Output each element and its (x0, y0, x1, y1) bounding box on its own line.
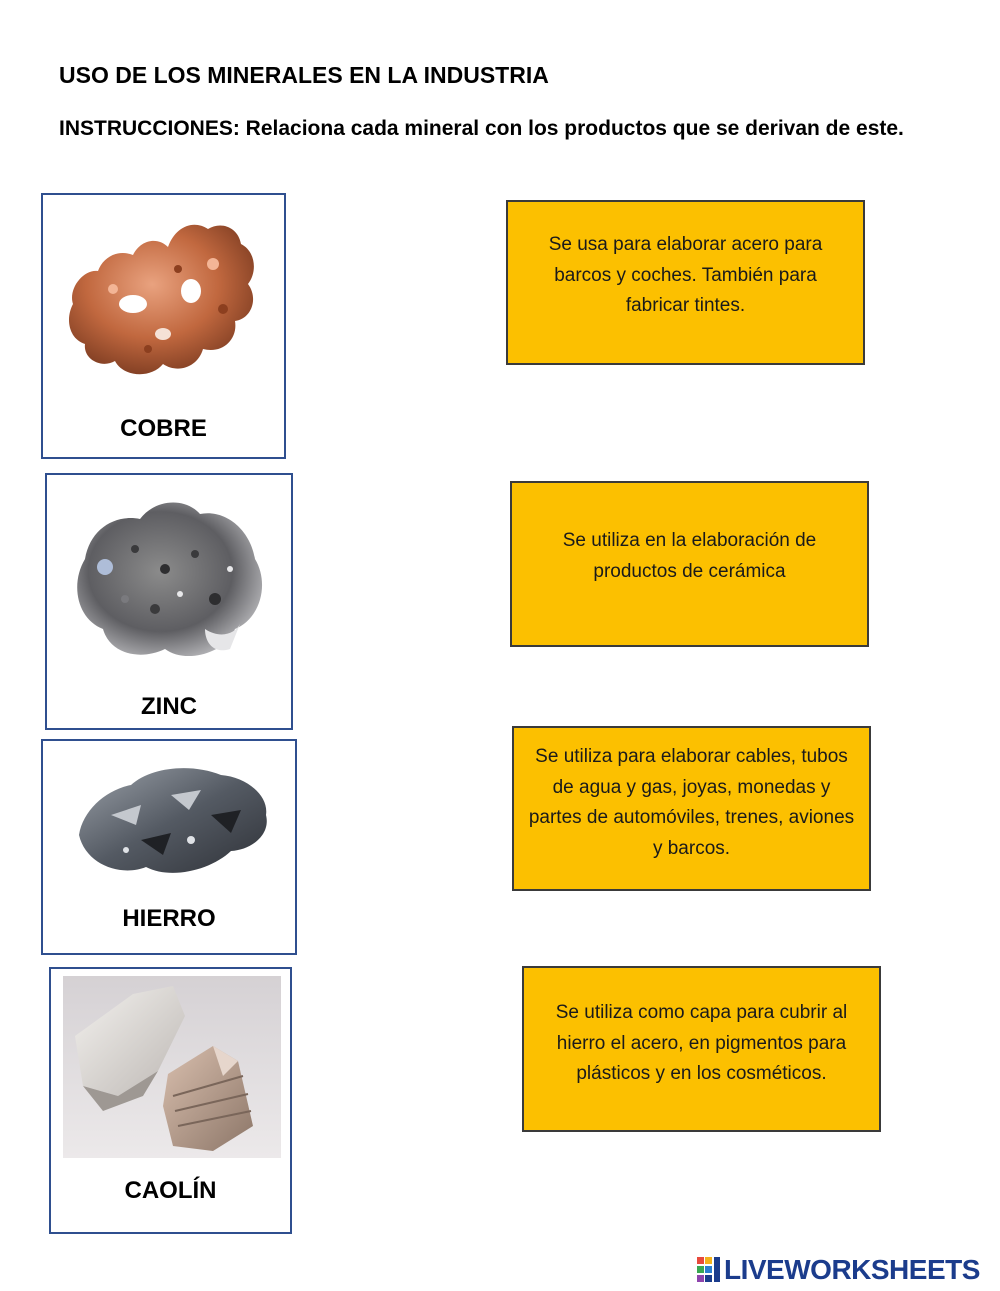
mineral-label: CAOLÍN (124, 1177, 217, 1204)
kaolin-rocks-image (63, 976, 281, 1158)
mineral-label: COBRE (120, 415, 207, 442)
liveworksheets-logo-icon (697, 1257, 721, 1283)
description-text: Se utiliza como capa para cubrir al hierro el acero, en pigmentos para plásticos y en los cosméticos. (555, 1002, 848, 1084)
mineral-card-caolin (49, 967, 292, 1234)
iron-ore-image (71, 755, 271, 885)
zinc-ore-image (65, 489, 270, 669)
description-box (512, 726, 871, 891)
description-text: Se utiliza en la elaboración de productos de cerámica (562, 530, 817, 582)
mineral-label: HIERRO (122, 905, 216, 932)
mineral-card-zinc (45, 473, 293, 730)
description-box (506, 200, 865, 365)
page-title: USO DE LOS MINERALES EN LA INDUSTRIA (59, 62, 549, 88)
mineral-card-cobre (41, 193, 286, 459)
copper-nugget-image (63, 209, 263, 389)
liveworksheets-wordmark: LIVEWORKSHEETS (724, 1254, 980, 1285)
description-text: Se utiliza para elaborar cables, tubos de agua y gas, joyas, monedas y partes de automóviles, trenes, aviones y barcos. (528, 746, 855, 859)
liveworksheets-logo (697, 1254, 980, 1286)
mineral-card-hierro (41, 739, 297, 955)
description-box (522, 966, 881, 1132)
mineral-label: ZINC (141, 693, 197, 720)
description-text: Se usa para elaborar acero para barcos y coches. También para fabricar tintes. (548, 234, 823, 316)
description-box (510, 481, 869, 647)
instructions-text: INSTRUCCIONES: Relaciona cada mineral con los productos que se derivan de este. (59, 117, 904, 140)
